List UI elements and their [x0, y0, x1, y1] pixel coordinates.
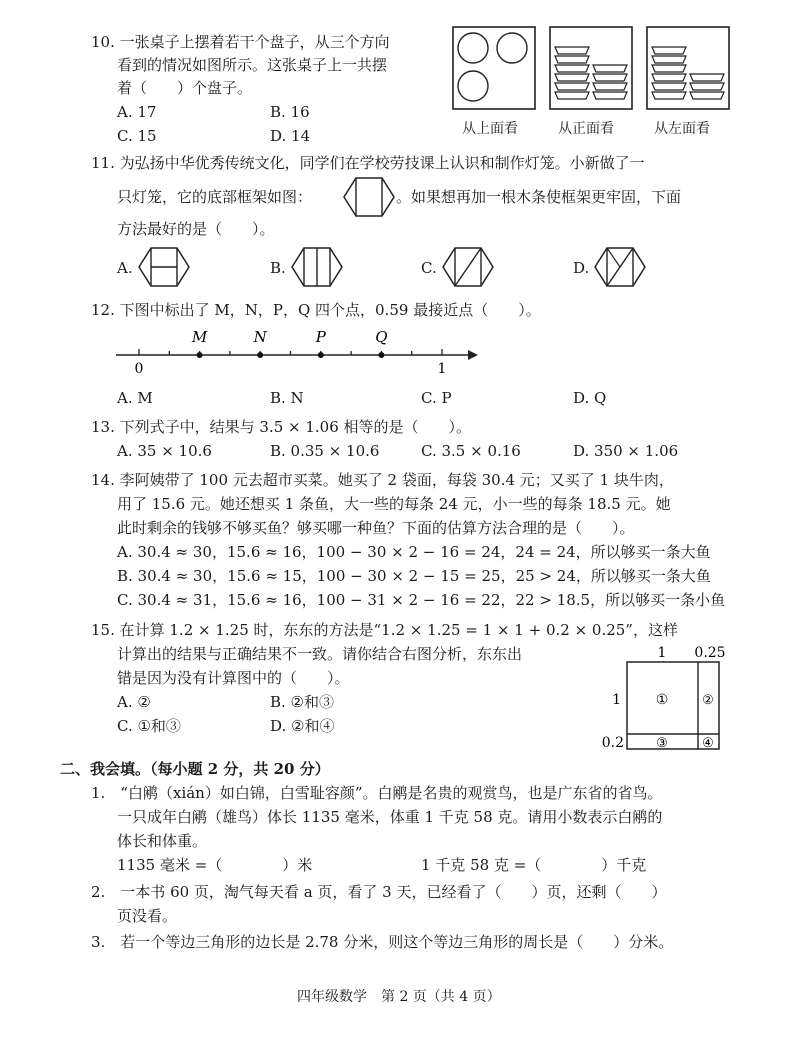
q12-option-a[interactable]: A. M [117, 389, 153, 407]
q14-line-2: 用了 15.6 元。她还想买 1 条鱼，大一些的每条 24 元，小一些的每条 18.5 元。她 [117, 495, 671, 513]
fill-1-blank-weight[interactable]: 1 千克 58 克 =（ ）千克 [421, 856, 647, 874]
q13-line-1: 13. 下列式子中，结果与 3.5 × 1.06 相等的是（ ）。 [91, 418, 472, 436]
q11-line-2b: 。如果想再加一根木条使框架更牢固，下面 [396, 188, 682, 206]
q11-option-a[interactable]: A. [117, 259, 133, 277]
q14-line-3: 此时剩余的钱够不够买鱼？够买哪一种鱼？下面的估算方法合理的是（ ）。 [117, 519, 635, 537]
view-label-front: 从正面看 [558, 121, 614, 137]
q11-option-b-figure[interactable] [290, 246, 344, 288]
q11-option-d[interactable]: D. [573, 259, 590, 277]
q11-option-c[interactable]: C. [421, 259, 437, 277]
fill-2-line-1[interactable]: 2. 一本书 60 页，淘气每天看 a 页，看了 3 天，已经看了（ ）页，还剩（ ） [91, 883, 667, 901]
number-line-arrow [468, 350, 478, 360]
region-1-label: ① [655, 692, 669, 708]
q15-line-3: 错是因为没有计算图中的（ ）。 [117, 669, 350, 687]
number-line-point-q [378, 352, 384, 358]
q15-option-a[interactable]: A. ② [117, 693, 151, 711]
q10-option-b[interactable]: B. 16 [270, 103, 310, 121]
q10-option-a[interactable]: A. 17 [117, 103, 157, 121]
fill-1-line-1: 1. “白鹇（xián）如白锦，白雪耻容颜”。白鹇是名贵的观赏鸟，也是广东省的省鸟。 [91, 784, 663, 802]
front-view-image [549, 26, 633, 110]
q11-option-c-figure[interactable] [441, 246, 495, 288]
q13-option-b[interactable]: B. 0.35 × 10.6 [270, 442, 380, 460]
number-line-label-p: P [315, 328, 326, 346]
q10-line-3: 着（ ）个盘子。 [117, 79, 253, 97]
q10-line-2: 看到的情况如图所示。这张桌子上一共摆 [117, 56, 388, 74]
q10-line-1: 10. 一张桌子上摆着若干个盘子，从三个方向 [91, 33, 390, 51]
lantern-frame-figure [342, 176, 396, 218]
q14-option-b[interactable]: B. 30.4 ≈ 30，15.6 ≈ 15，100 − 30 × 2 − 15 = 25，25 > 24，所以够买一条大鱼 [117, 567, 711, 585]
q11-line-3: 方法最好的是（ ）。 [117, 220, 275, 238]
view-label-left: 从左面看 [654, 121, 710, 137]
number-line-label-m: M [191, 328, 208, 346]
tick-label-one: 1 [437, 361, 447, 377]
fill-2-line-2: 页没看。 [117, 907, 178, 925]
left-view-image [646, 26, 730, 110]
fig-side-label-02: 0.2 [601, 735, 624, 751]
q11-line-2a: 只灯笼，它的底部框架如图： [117, 188, 313, 206]
region-3-label: ③ [656, 736, 668, 751]
q12-option-b[interactable]: B. N [270, 389, 304, 407]
number-line-point-m [197, 352, 203, 358]
view-label-top: 从上面看 [462, 121, 518, 137]
q14-line-1: 14. 李阿姨带了 100 元去超市买菜。她买了 2 袋面，每袋 30.4 元；又买了 1 块牛肉， [91, 471, 674, 489]
q12-option-c[interactable]: C. P [421, 389, 452, 407]
fig-top-label-1: 1 [657, 645, 667, 661]
q11-line-1: 11. 为弘扬中华优秀传统文化，同学们在学校劳技课上认识和制作灯笼。小新做了一 [91, 154, 645, 172]
fig-top-label-025: 0.25 [694, 645, 726, 661]
q11-option-b[interactable]: B. [270, 259, 286, 277]
number-line-point-p [318, 352, 324, 358]
q15-option-d[interactable]: D. ②和④ [270, 717, 335, 735]
fill-1-line-2: 一只成年白鹇（雄鸟）体长 1135 毫米，体重 1 千克 58 克。请用小数表示白鹇的 [117, 808, 663, 826]
tick-label-zero: 0 [134, 361, 144, 377]
q15-option-c[interactable]: C. ①和③ [117, 717, 181, 735]
top-view-image [453, 27, 535, 109]
q10-option-c[interactable]: C. 15 [117, 127, 157, 145]
q12-line-1: 12. 下图中标出了 M，N，P，Q 四个点，0.59 最接近点（ ）。 [91, 301, 541, 319]
number-line-label-n: N [253, 328, 267, 346]
q13-option-a[interactable]: A. 35 × 10.6 [117, 442, 212, 460]
q11-option-d-figure[interactable] [593, 246, 647, 288]
q15-option-b[interactable]: B. ②和③ [270, 693, 335, 711]
q13-option-c[interactable]: C. 3.5 × 0.16 [421, 442, 521, 460]
q13-option-d[interactable]: D. 350 × 1.06 [573, 442, 679, 460]
number-line-point-n [257, 352, 263, 358]
q11-option-a-figure[interactable] [137, 246, 191, 288]
region-2-label: ② [702, 693, 714, 708]
page-footer: 四年级数学 第 2 页（共 4 页） [297, 989, 501, 1005]
q15-line-2: 计算出的结果与正确结果不一致。请你结合右图分析，东东出 [117, 645, 523, 663]
number-line [112, 328, 484, 378]
q14-option-c[interactable]: C. 30.4 ≈ 31，15.6 ≈ 16，100 − 31 × 2 − 16 = 22，22 > 18.5，所以够买一条小鱼 [117, 591, 726, 609]
fig-side-label-1: 1 [612, 692, 621, 708]
fill-3-line-1[interactable]: 3. 若一个等边三角形的边长是 2.78 分米，则这个等边三角形的周长是（ ）分米。 [91, 933, 674, 951]
fill-1-line-3: 体长和体重。 [117, 832, 208, 850]
q10-option-d[interactable]: D. 14 [270, 127, 311, 145]
region-4-label: ④ [702, 736, 714, 751]
area-model-figure [600, 642, 730, 754]
fill-1-blank-length[interactable]: 1135 毫米 =（ ）米 [117, 856, 313, 874]
q12-option-d[interactable]: D. Q [573, 389, 607, 407]
q15-line-1: 15. 在计算 1.2 × 1.25 时，东东的方法是“1.2 × 1.25 = 1 × 1 + 0.2 × 0.25”，这样 [91, 621, 678, 639]
number-line-label-q: Q [375, 328, 388, 346]
section-2-heading: 二、我会填。（每小题 2 分，共 20 分） [60, 760, 330, 778]
q14-option-a[interactable]: A. 30.4 ≈ 30，15.6 ≈ 16，100 − 30 × 2 − 16 = 24，24 = 24，所以够买一条大鱼 [117, 543, 711, 561]
